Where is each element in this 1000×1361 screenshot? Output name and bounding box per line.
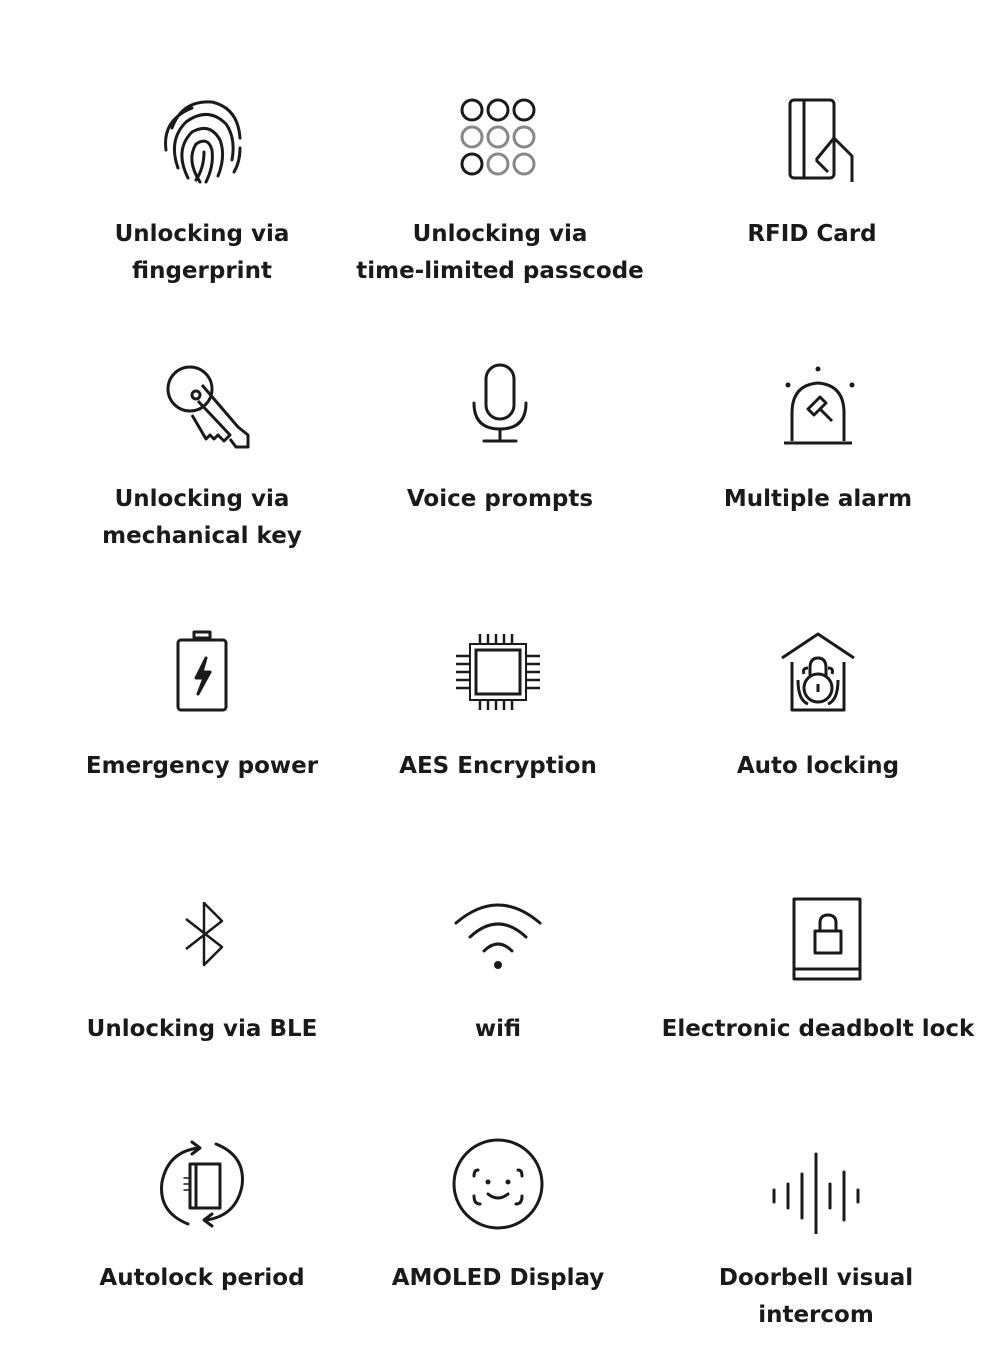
feature-label: Autolock period [99, 1265, 305, 1291]
feature-label: Unlocking via fingerprint [114, 221, 290, 284]
autolock-cycle-icon [152, 1134, 252, 1234]
feature-label: Unlocking via BLE [86, 1016, 318, 1042]
house-lock-icon [768, 622, 868, 722]
feature-label: Unlocking via mechanical key [102, 486, 302, 549]
rfid-card-icon [762, 90, 862, 190]
feature-label: Auto locking [736, 753, 900, 779]
feature-label: RFID Card [747, 221, 877, 247]
microphone-icon [450, 355, 550, 455]
key-icon [152, 355, 252, 455]
bluetooth-icon [152, 885, 252, 985]
feature-label: Voice prompts [406, 486, 594, 512]
feature-label: Electronic deadbolt lock [661, 1016, 975, 1042]
feature-label: wifi [474, 1016, 522, 1042]
feature-label: Doorbell visual intercom [718, 1265, 914, 1328]
feature-label: Multiple alarm [723, 486, 913, 512]
sound-wave-icon [766, 1134, 866, 1234]
battery-icon [152, 622, 252, 722]
deadbolt-lock-icon [768, 885, 868, 985]
feature-label: Emergency power [85, 753, 319, 779]
feature-label: AES Encryption [399, 753, 597, 779]
fingerprint-icon [152, 90, 252, 190]
feature-label: Unlocking via time-limited passcode [356, 221, 644, 284]
wifi-icon [448, 885, 548, 985]
alarm-icon [768, 355, 868, 455]
face-icon [448, 1134, 548, 1234]
keypad-icon [450, 90, 550, 190]
chip-icon [448, 622, 548, 722]
feature-label: AMOLED Display [391, 1265, 605, 1291]
